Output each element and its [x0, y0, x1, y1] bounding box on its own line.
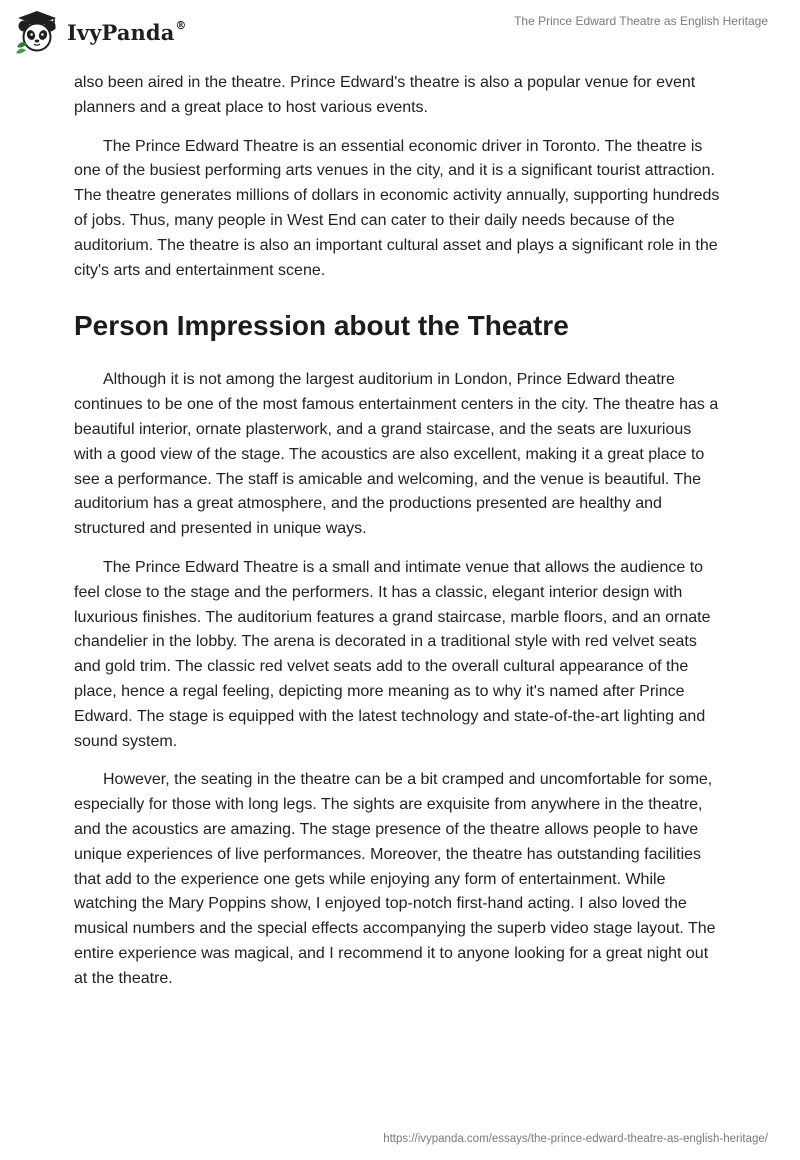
document-title: The Prince Edward Theatre as English Heritage [514, 14, 768, 28]
paragraph-economy: The Prince Edward Theatre is an essential economic driver in Toronto. The theatre is one of the busiest performing arts venues in the city, and it is a significant tourist attraction. The theatre generates millions of dollars in economic activity annually, supporting hundreds of jobs. Thus, many people in West End can cater to their daily needs because of the auditorium. The theatre is also an important cultural asset and plays a significant role in the city's arts and entertainment scene. [74, 137, 720, 279]
registered-mark: ® [175, 18, 187, 32]
page-header [0, 0, 800, 66]
panda-icon [14, 9, 60, 55]
paragraph-impression-2: The Prince Edward Theatre is a small and intimate venue that allows the audience to feel close to the stage and the performers. It has a classic, elegant interior design with luxurious finishes. The auditorium features a grand staircase, marble floors, and an ornate chandelier in the lobby. The arena is decorated in a traditional style with red velvet seats and gold trim. The classic red velvet seats add to the overall cultural appearance of the place, hence a regal feeling, depicting more meaning as to why it's named after Prince Edward. The stage is equipped with the latest technology and state-of-the-art lighting and sound system. [74, 558, 711, 750]
section-heading: Person Impression about the Theatre [74, 310, 569, 342]
paragraph-impression-3: However, the seating in the theatre can be a bit cramped and uncomfortable for some, especially for those with long legs. The sights are exquisite from anywhere in the theatre, and the acoustics are amazing. The stage presence of the theatre allows people to have unique experiences of live performances. Moreover, the theatre has outstanding facilities that add to the experience one gets while enjoying any form of entertainment. While watching the Mary Poppins show, I enjoyed top-notch first-hand acting. I also loved the musical numbers and the special effects accompanying the superb video stage layout. The entire experience was magical, and I recommend it to anyone looking for a great night out at the theatre. [74, 771, 716, 987]
source-url[interactable]: https://ivypanda.com/essays/the-prince-edward-theatre-as-english-heritage/ [383, 1133, 768, 1145]
essay-body [74, 71, 724, 1006]
ivypanda-logo[interactable] [14, 9, 187, 55]
brand-name [67, 20, 187, 45]
paragraph-impression-1: Although it is not among the largest auditorium in London, Prince Edward theatre continues to be one of the most famous entertainment centers in the city. The theatre has a beautiful interior, ornate plasterwork, and a grand staircase, and the seats are luxurious with a good view of the stage. The acoustics are also excellent, making it a great place to see a performance. The staff is amicable and welcoming, and the venue is beautiful. The auditorium has a great atmosphere, and the productions presented are healthy and structured and presented in unique ways. [74, 371, 719, 538]
paragraph-continued: also been aired in the theatre. Prince Edward's theatre is also a popular venue for event planners and a great place to host various events. [74, 74, 696, 116]
brand-text: IvyPanda [67, 19, 175, 45]
